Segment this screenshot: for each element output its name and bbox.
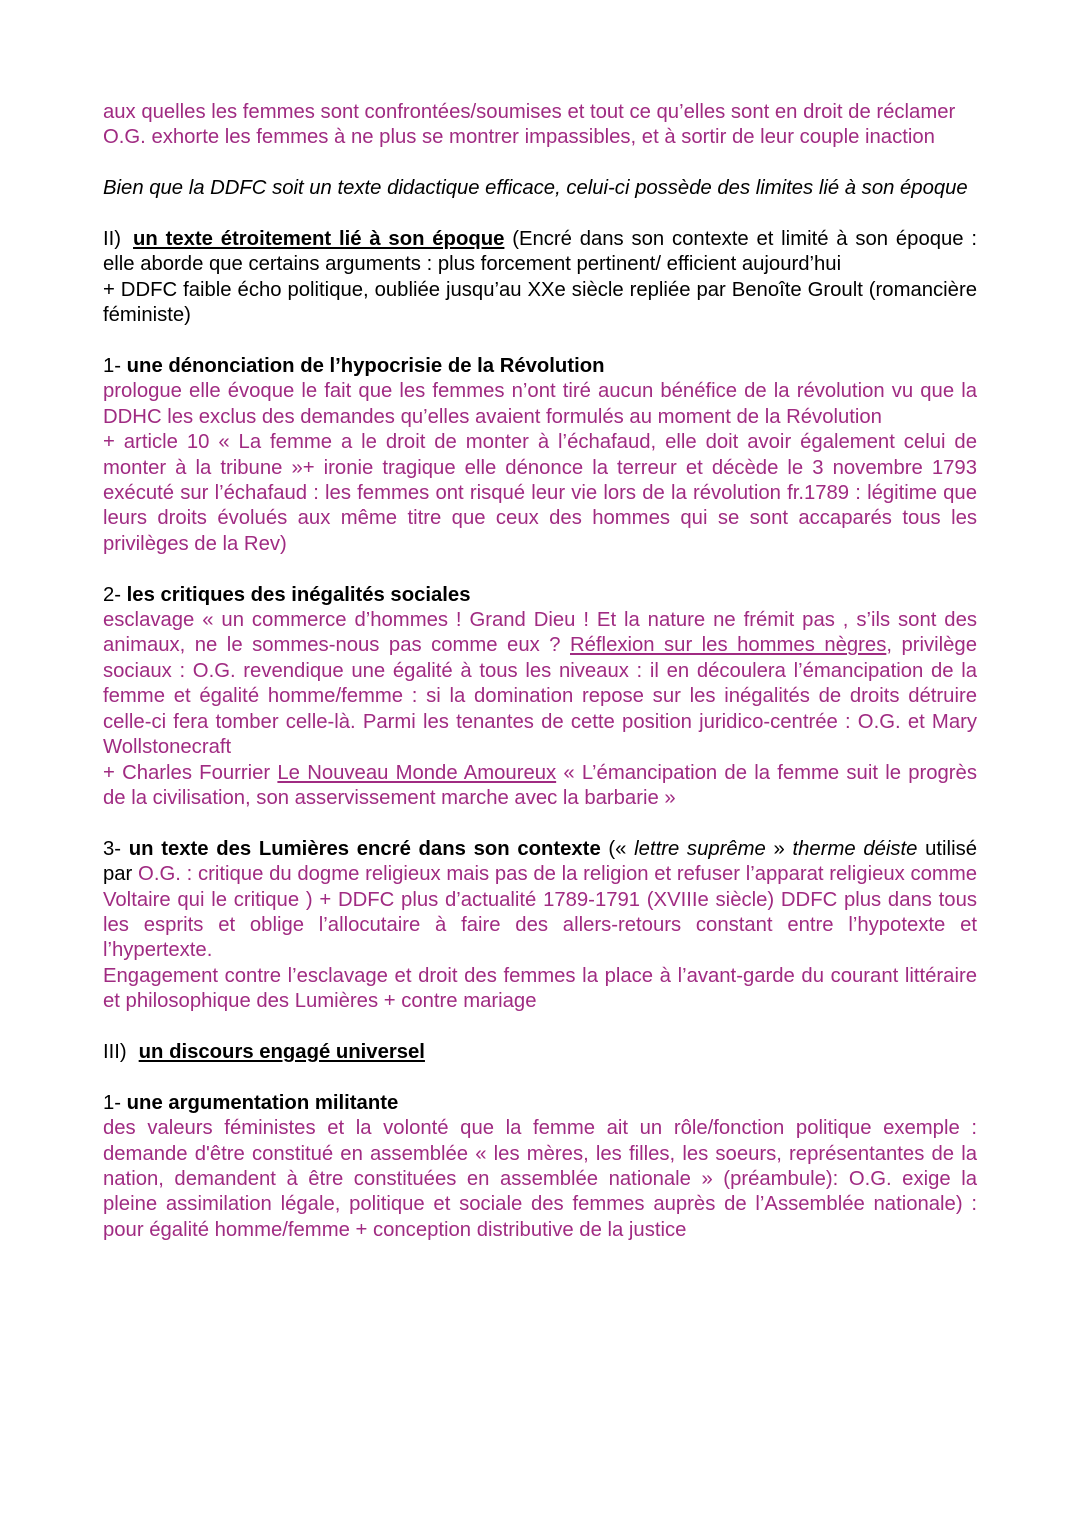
subsection-2-2-title: les critiques des inégalités sociales — [126, 583, 471, 606]
section-3-heading — [103, 1040, 977, 1065]
intro-paragraph-1: aux quelles les femmes sont confrontées/soumises et tout ce qu’elles sont en droit de réclamer — [103, 101, 956, 123]
subsection-2-3-text-4: therme déiste — [792, 837, 918, 860]
section-2-title: un texte étroitement lié à son époque — [133, 228, 505, 250]
subsection-2-2-number: 2- — [103, 583, 127, 606]
subsection-2-3-heading — [103, 837, 977, 964]
subsection-2-2-text-d: « L’émancipation de la femme suit le progrès de la civilisation, son asservissement marche avec la barbarie » — [103, 761, 977, 809]
reference-link-nouveau-monde: Le Nouveau Monde Amoureux — [277, 761, 557, 784]
intro-paragraph-2: O.G. exhorte les femmes à ne plus se montrer impassibles, et à sortir de leur couple inaction — [103, 126, 935, 149]
subsection-2-3-text-2: lettre suprême — [634, 837, 766, 860]
subsection-2-2-text-b: , privilège sociaux : O.G. revendique une égalité à tous les niveaux : il en découlera l’émancipation de la femme et égalité homme/femme : si la domination repose sur les inégalités de droits détruire celle-ci fera tomber celle-là. Parmi les tenantes de cette position juridico-centrée : O.G. et Mary Wollstonecraft — [103, 634, 977, 759]
section-3-number: III) — [103, 1040, 127, 1063]
subsection-2-3-text-3: » — [765, 837, 793, 860]
subsection-2-2-text-a: esclavage « un commerce d’hommes ! Grand Dieu ! Et la nature ne frémit pas , s’ils sont des animaux, ne le sommes-nous pas comme eux ? — [103, 609, 977, 657]
subsection-2-2-paragraph-2 — [103, 761, 977, 812]
document-page — [103, 100, 977, 1243]
subsection-3-1-title: une argumentation militante — [126, 1091, 399, 1114]
subsection-2-2-paragraph-1 — [103, 608, 977, 760]
subsection-2-3-text-6: O.G. — [138, 863, 181, 886]
subsection-2-1-paragraph-1: prologue elle évoque le fait que les femmes n’ont tiré aucun bénéfice de la révolution vu que la DDHC les exclus des demandes qu’elles avaient formulés au moment de la Révolution — [103, 380, 977, 428]
subsection-2-3-paragraph-2: Engagement contre l’esclavage et droit des femmes la place à l’avant-garde du courant littéraire et philosophique des Lumières + contre mariage — [103, 964, 977, 1013]
section-2-description-2: + DDFC faible écho politique, oubliée jusqu’au XXe siècle repliée par Benoîte Groult (romancière féministe) — [103, 278, 977, 327]
subsection-2-1-title: une dénonciation de l’hypocrisie de la Révolution — [126, 355, 605, 378]
subsection-2-3-text-1: (« — [600, 837, 635, 860]
transition-paragraph: Bien que la DDFC soit un texte didactique efficace, celui-ci possède des limites lié à son époque — [103, 177, 968, 200]
subsection-2-3-text-7: : critique du dogme religieux mais pas de la religion et refuser l’apparat religieux comme Voltaire qui le critique ) + DDFC plus d’actualité 1789-1791 (XVIIIe siècle) DDFC plus dans tous les esprits et oblige l’allocutaire à faire des allers-retours constant entre l’hypotexte et l’hypertexte. — [103, 863, 977, 962]
section-2-heading — [103, 227, 977, 278]
subsection-3-1-paragraph-1: des valeurs féministes et la volonté que la femme ait un rôle/fonction politique exemple : demande d'être constitué en assemblée « les mères, les filles, les soeurs, représentantes de la nation, demandent à être constituées en assemblée nationale » (préambule): O.G. exige la pleine assimilation légale, politique et sociale des femmes auprès de l’Assemblée nationale) : pour égalité homme/femme + conception distributive de la justice — [103, 1117, 977, 1241]
subsection-2-1-heading — [103, 354, 977, 379]
subsection-3-1-number: 1- — [103, 1091, 127, 1114]
subsection-2-2-heading — [103, 583, 977, 608]
subsection-2-2-text-c: + Charles Fourrier — [103, 761, 278, 784]
section-3-title: un discours engagé universel — [138, 1040, 425, 1063]
subsection-3-1-heading — [103, 1091, 977, 1116]
section-2-description: (Encré dans son contexte et limité à son époque : elle aborde que certains arguments : plus forcement pertinent/ efficient aujourd’hui — [103, 228, 977, 276]
reference-link-hommes-negres: Réflexion sur les hommes nègres — [570, 634, 887, 657]
section-2-number: II) — [103, 228, 122, 250]
subsection-2-3-title: un texte des Lumières encré dans son contexte — [128, 837, 601, 860]
subsection-2-3-number: 3- — [103, 837, 129, 860]
subsection-2-1-paragraph-2: + article 10 « La femme a le droit de monter à l’échafaud, elle doit avoir également celui de monter à la tribune »+ ironie tragique elle dénonce la terreur et décède le 3 novembre 1793 exécuté sur l’échafaud : les femmes ont risqué leur vie lors de la révolution fr.1789 : légitime que leurs droits évolués aux même titre que ceux des hommes qui se sont accaparés tous les privilèges de la Rev) — [103, 431, 977, 555]
subsection-2-3-text-5: utilisé par — [103, 837, 977, 886]
subsection-2-1-number: 1- — [103, 355, 127, 378]
